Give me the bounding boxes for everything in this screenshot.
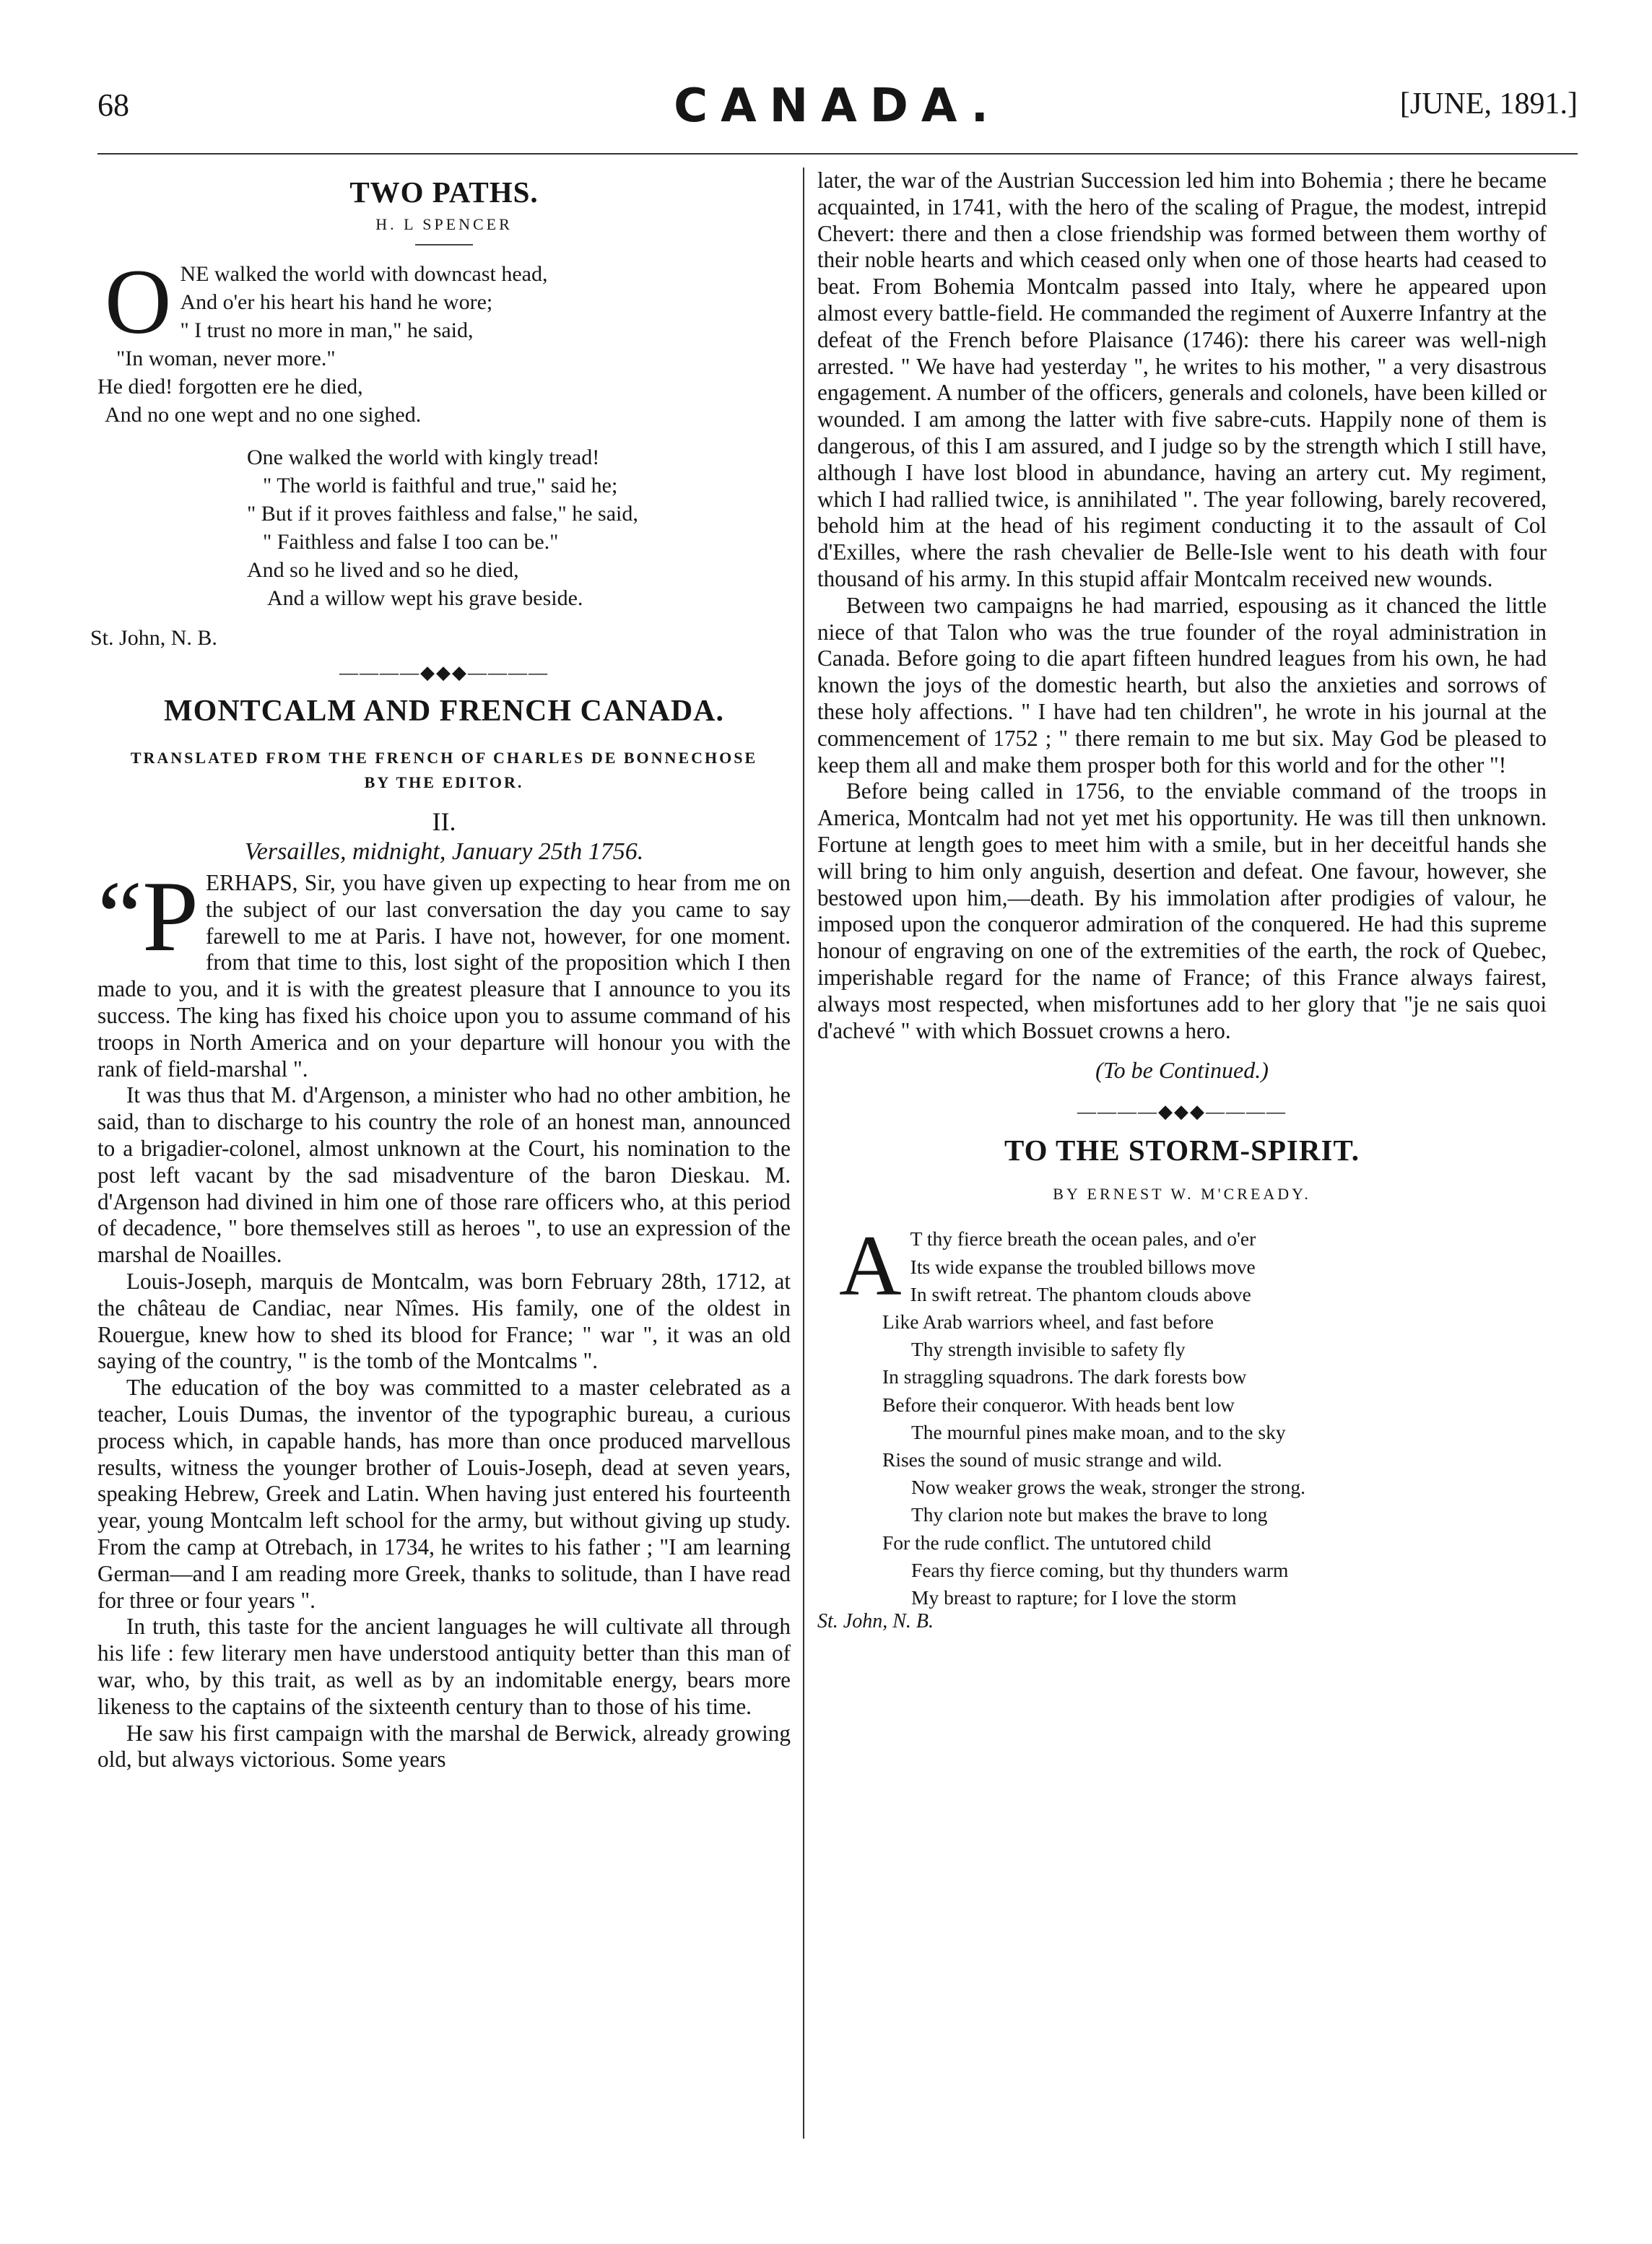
poem-line: My breast to rapture; for I love the storm (911, 1586, 1237, 1609)
poem-line: Like Arab warriors wheel, and fast before (882, 1310, 1214, 1333)
poem-line: He died! forgotten ere he died, (97, 375, 363, 399)
article-montcalm (97, 694, 791, 1773)
divider (415, 244, 473, 245)
poem-byline: BY ERNEST W. M'CREADY. (1053, 1185, 1311, 1204)
drop-cap: A (839, 1217, 902, 1314)
poem-line: And a willow wept his grave beside. (267, 586, 583, 610)
poem-stanza (97, 443, 791, 612)
poem-line: For the rude conflict. The untutored child (882, 1531, 1212, 1554)
paragraph: later, the war of the Austrian Succession led him into Bohemia ; there he became acquainted, in 1741, with the hero of the scaling of Prague, the modest, intrepid Chevert: there and then a close friendship was formed between them worthy of their noble hearts and which ceased only when one of those hearts had ceased to beat. From Bohemia Montcalm passed into Italy, where he appeared upon almost every battle-field. He commanded the regiment of Auxerre Infantry at the defeat of the French before Plaisance (1746): there his career was well-nigh arrested. " We have had yesterday ", he writes to his mother, " a very disastrous engagement. A number of the officers, generals and colonels, have been killed or wounded. I am among the latter with five sabre-cuts. Happily none of them is dangerous, of this I am assured, and I judge so by the strength which I still have, although I have lost blood in abundance, having an artery cut. My regiment, which I had rallied twice, is annihilated ". The year following, barely recovered, behold him at the head of his regiment conducting it to the assault of Col d'Exilles, where the rash chevalier de Belle-Isle went to his death with four thousand of his army. In this stupid affair Montcalm received new wounds. (817, 168, 1547, 591)
poem-signature: St. John, N. B. (817, 1610, 934, 1633)
poem-two-paths (90, 175, 791, 652)
subtitle-line: BY THE EDITOR. (364, 773, 524, 791)
paragraph: It was thus that M. d'Argenson, a minister who had no other ambition, he said, than to discharge to his country the role of an honest man, announced to a brigadier-colonel, almost unknown at the Court, his nomination to the post left vacant by the sad misadventure of the baron Dieskau. M. d'Argenson had divined in him one of those rare officers who, at this period of decadence, " bore themselves still as heroes ", to use an expression of the marshal de Noailles. (97, 1082, 791, 1268)
poem-line: One walked the world with kingly tread! (247, 445, 600, 469)
paragraph: The education of the boy was committed to a master celebrated as a teacher, Louis Dumas, the inventor of the typographic bureau, a curious process which, in capable hands, has more than once produced marvellous results, witness the younger brother of Louis-Joseph, dead at seven years, speaking Hebrew, Greek and Latin. When having just entered his fourteenth year, young Montcalm left school for the army, but without giving up study. From the camp at Otrebach, in 1734, he writes to his father ; "I am learning German—and I am reading more Greek, thanks to solitude, than I have read for three or four years ". (97, 1375, 791, 1613)
page-header (97, 79, 1578, 137)
publication-title: CANADA. (674, 79, 1001, 133)
column-rule (803, 168, 804, 2139)
article-body-right (817, 168, 1547, 1044)
poem-line: " I trust no more in man," he said, (180, 318, 474, 342)
article-body-left (97, 861, 791, 1773)
right-column (817, 168, 1547, 1633)
paragraph: Before being called in 1756, to the enviable command of the troops in America, Montcalm had not yet met his opportunity. He was till then unknown. Fortune at length goes to meet him with a smile, but in her deceitful hands she will bring to him only anguish, desertion and defeat. One favour, however, she bestowed upon him,—death. By his immolation after prodigies of valour, he imposed upon the conqueror admiration of the conquered. He had this supreme honour of engraving on one of the extremities of the earth, the rock of Quebec, imperishable regard for the name of France; of this France always fairest, always most respected, when misfortunes add to her glory that "je ne sais quoi d'achevé " with which Bossuet crowns a hero. (817, 778, 1547, 1043)
poem-line: The mournful pines make moan, and to the sky (911, 1420, 1286, 1443)
poem-byline: H. L SPENCER (375, 215, 513, 233)
ornament-divider: ――――◆◆◆―――― (339, 662, 549, 683)
poem-stanza (97, 251, 791, 429)
poem-title: TO THE STORM-SPIRIT. (1004, 1134, 1360, 1167)
drop-cap: “P (97, 861, 199, 973)
poem-line: " But if it proves faithless and false," he said, (247, 502, 638, 526)
paragraph (97, 861, 791, 1082)
poem-body (90, 251, 791, 652)
paragraph-text: ERHAPS, Sir, you have given up expecting to hear from me on the subject of our last conversation the day you came to say farewell to me at Paris. I have not, however, for one moment. from that time to this, lost sight of the proposition which I then made to you, and it is with the greatest pleasure that I announce to you its success. The king has fixed his choice upon you to assume command of his troops in North America and on your departure will honour you with the rank of field-marshal ". (97, 870, 791, 1082)
poem-line: NE walked the world with downcast head, (180, 262, 548, 286)
section-number: II. (432, 807, 456, 836)
poem-line: And so he lived and so he died, (247, 558, 519, 582)
poem-signature: St. John, N. B. (90, 626, 217, 650)
poem-line: And o'er his heart his hand he wore; (180, 290, 493, 314)
left-column (90, 168, 791, 1773)
poem-storm-spirit (817, 1133, 1547, 1633)
paragraph: He saw his first campaign with the marshal de Berwick, already growing old, but always victorious. Some years (97, 1720, 791, 1773)
poem-line: " The world is faithful and true," said he; (263, 474, 618, 497)
to-be-continued: (To be Continued.) (1095, 1057, 1269, 1084)
poem-body (817, 1217, 1547, 1612)
drop-cap: O (105, 251, 172, 353)
subtitle-line: TRANSLATED FROM THE FRENCH OF CHARLES DE BONNECHOSE (130, 749, 758, 767)
poem-line: T thy fierce breath the ocean pales, and o'er (910, 1227, 1256, 1251)
paragraph: In truth, this taste for the ancient languages he will cultivate all through his life : few literary men have understood antiquity better than this man of war, who, by this trait, as well as by an indomitable energy, bears more likeness to the captains of the sixteenth century than to those of his time. (97, 1614, 791, 1719)
poem-line: And no one wept and no one sighed. (105, 403, 422, 427)
header-rule (97, 153, 1578, 155)
poem-line: Thy clarion note but makes the brave to long (911, 1503, 1268, 1526)
poem-line: Before their conqueror. With heads bent low (882, 1393, 1235, 1416)
poem-line: Now weaker grows the weak, stronger the strong. (911, 1476, 1306, 1499)
poem-line: In straggling squadrons. The dark forests bow (882, 1365, 1247, 1388)
poem-line: Rises the sound of music strange and wild. (882, 1448, 1222, 1471)
poem-line: Thy strength invisible to safety fly (911, 1338, 1186, 1361)
page-number: 68 (97, 87, 129, 123)
poem-line: Its wide expanse the troubled billows move (910, 1255, 1256, 1278)
poem-line: Fears thy fierce coming, but thy thunders warm (911, 1558, 1289, 1581)
article-title: MONTCALM AND FRENCH CANADA. (164, 695, 724, 728)
poem-line: In swift retreat. The phantom clouds above (910, 1282, 1251, 1305)
ornament-divider: ――――◆◆◆―――― (1077, 1101, 1287, 1123)
poem-line: " Faithless and false I too can be." (263, 530, 559, 554)
dateline: Versailles, midnight, January 25th 1756. (244, 838, 644, 865)
poem-line: "In woman, never more." (116, 347, 336, 370)
article-subtitle (97, 746, 791, 795)
paragraph: Louis-Joseph, marquis de Montcalm, was born February 28th, 1712, at the château de Candiac, near Nîmes. His family, one of the oldest in Rouergue, knew how to shed its blood for France; " war ", it was an old saying of the country, " is the tomb of the Montcalms ". (97, 1268, 791, 1374)
paragraph: Between two campaigns he had married, espousing as it chanced the little niece of that Talon who was the true founder of the royal administration in Canada. Before going to die apart fifteen hundred leagues from his own, he had known the joys of the domestic hearth, but also the anxieties and sorrows of these holy affections. " I have had ten children", he wrote in his journal at the commencement of 1752 ; " there remain to me but six. May God be pleased to keep them all and make them prosper both for this world and for the other "! (817, 592, 1547, 778)
poem-title: TWO PATHS. (349, 175, 539, 209)
issue-date: [JUNE, 1891.] (1399, 87, 1578, 121)
